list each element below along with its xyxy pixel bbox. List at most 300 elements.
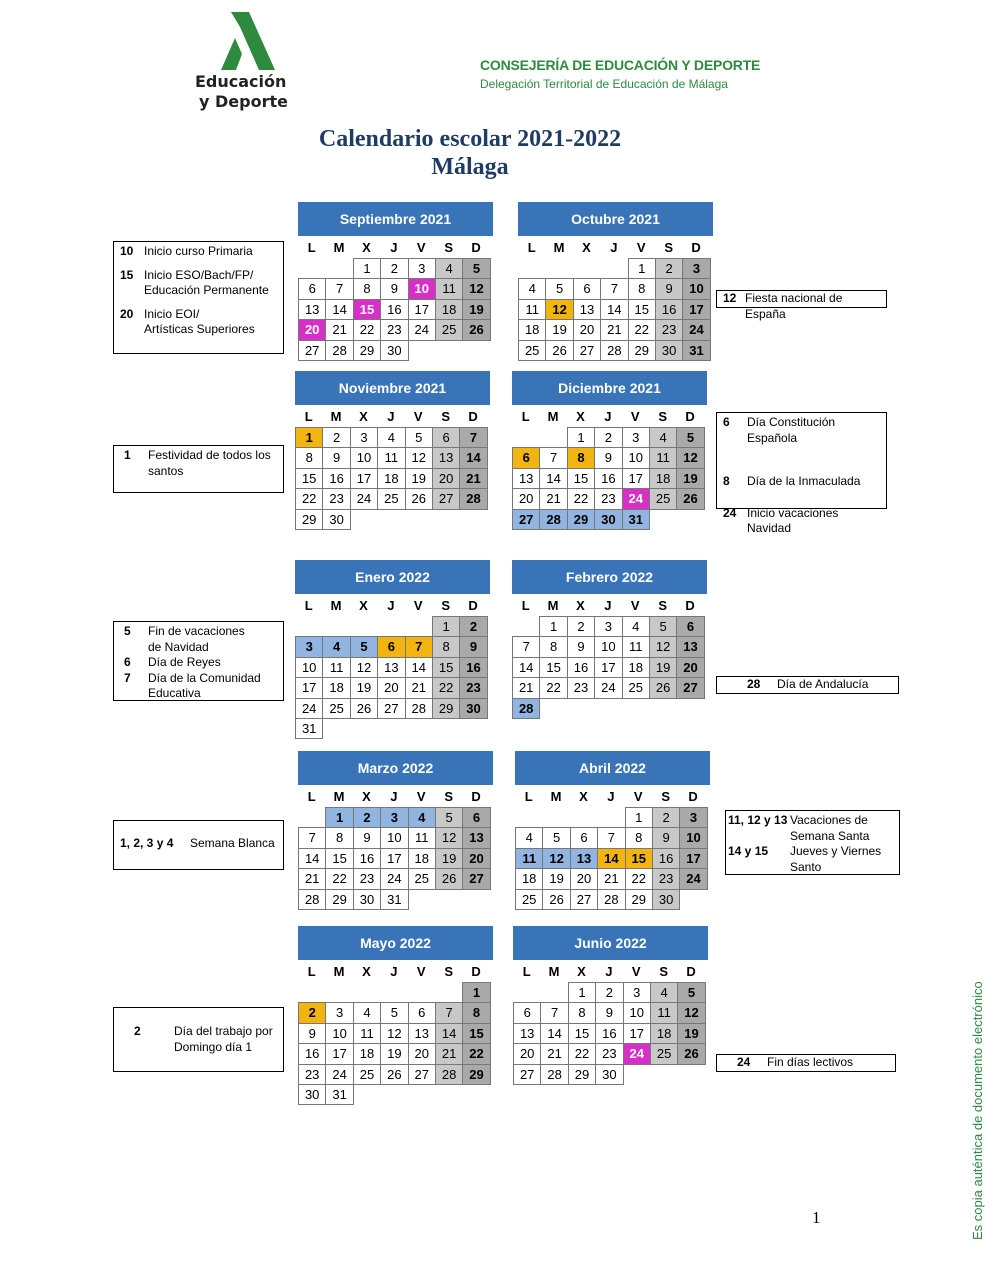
legend-date — [134, 1040, 174, 1056]
day-cell: 16 — [655, 299, 683, 320]
day-cell: 6 — [298, 278, 326, 299]
weekday-label: L — [521, 598, 530, 613]
weekday-label: D — [691, 240, 701, 255]
day-cell: 29 — [432, 698, 460, 719]
junta-logo — [195, 10, 295, 112]
day-cell: 27 — [377, 698, 405, 719]
empty-cell — [408, 982, 435, 1002]
weekday-label: V — [633, 789, 643, 804]
day-cell: 21 — [597, 868, 625, 889]
legend-item — [723, 506, 880, 537]
day-cell: 13 — [513, 1023, 541, 1044]
title-line-2: Málaga — [431, 154, 509, 180]
day-cell: 24 — [622, 488, 650, 509]
weekday-label: J — [387, 409, 395, 424]
day-cell: 21 — [539, 488, 567, 509]
day-cell: 6 — [676, 616, 704, 637]
legend-date: 24 — [723, 505, 737, 520]
legend-item — [124, 624, 277, 640]
legend-text: Semana Blanca — [190, 836, 275, 850]
day-cell: 26 — [350, 698, 378, 719]
day-cell: 11 — [622, 636, 650, 657]
legend-text: Festividad de todos los — [148, 448, 271, 462]
month-mar — [298, 751, 493, 909]
month-title: Marzo 2022 — [298, 751, 493, 785]
day-cell: 2 — [655, 258, 683, 279]
day-cell: 11 — [322, 657, 350, 678]
legend-item — [120, 322, 277, 338]
day-cell: 14 — [298, 848, 326, 869]
day-cell: 2 — [594, 427, 622, 448]
day-cell: 25 — [353, 1064, 381, 1085]
day-cell: 13 — [570, 848, 598, 869]
department-sub: Delegación Territorial de Educación de Málaga — [480, 77, 728, 91]
empty-cell — [512, 427, 539, 447]
page-number: 1 — [812, 1208, 821, 1227]
day-cell: 25 — [649, 488, 677, 509]
day-cell: 29 — [462, 1064, 490, 1085]
day-cell: 11 — [353, 1023, 381, 1044]
legend-text: Día de Reyes — [148, 655, 221, 669]
day-cell: 30 — [380, 340, 408, 361]
empty-cell — [295, 616, 322, 636]
weekday-label: J — [387, 598, 395, 613]
weekday-label: L — [304, 409, 313, 424]
day-cell: 2 — [595, 982, 623, 1003]
legend-text: de Navidad — [148, 639, 209, 654]
legend-item — [728, 860, 893, 876]
day-cell: 9 — [459, 636, 487, 657]
legend-date — [728, 860, 790, 876]
day-cell: 4 — [322, 636, 350, 657]
legend-date: 20 — [120, 306, 134, 321]
legend-date: 8 — [723, 474, 730, 488]
empty-cell — [597, 807, 624, 827]
day-cell: 27 — [462, 868, 490, 889]
weekday-label: J — [390, 789, 398, 804]
day-cell: 30 — [298, 1084, 326, 1105]
legend-date — [124, 686, 148, 702]
day-cell: 2 — [298, 1002, 326, 1023]
legend-item — [124, 655, 277, 671]
day-cell: 6 — [570, 827, 598, 848]
day-cell: 4 — [649, 427, 677, 448]
month-feb — [512, 560, 707, 718]
weekday-label: V — [630, 409, 640, 424]
day-cell: 10 — [594, 636, 622, 657]
day-cell: 26 — [405, 488, 433, 509]
day-cell: 23 — [353, 868, 381, 889]
weekday-label: X — [577, 964, 586, 979]
day-cell: 22 — [325, 868, 353, 889]
day-cell: 13 — [676, 636, 704, 657]
weekday-label: V — [413, 598, 423, 613]
empty-cell — [573, 258, 600, 278]
day-cell: 6 — [377, 636, 405, 657]
day-cell: 12 — [350, 657, 378, 678]
day-cell: 1 — [295, 427, 323, 448]
legend-item — [120, 268, 277, 284]
legend-date: 6 — [124, 655, 131, 669]
day-cell: 9 — [567, 636, 595, 657]
day-cell: 20 — [513, 1043, 541, 1064]
day-cell: 7 — [512, 636, 540, 657]
weekday-label: S — [441, 598, 450, 613]
junta-logo-icon — [205, 10, 277, 72]
day-cell: 22 — [625, 868, 653, 889]
day-cell: 26 — [462, 319, 490, 340]
day-cell: 11 — [650, 1002, 678, 1023]
legend-text: Día de la Comunidad — [148, 670, 261, 685]
day-cell: 28 — [459, 488, 487, 509]
day-cell: 19 — [542, 868, 570, 889]
day-cell: 18 — [353, 1043, 381, 1064]
legend-text: Día del trabajo por — [174, 1024, 273, 1038]
day-cell: 28 — [540, 1064, 568, 1085]
day-cell: 22 — [628, 319, 656, 340]
day-cell: 2 — [652, 807, 680, 828]
day-cell: 7 — [597, 827, 625, 848]
day-cell: 2 — [567, 616, 595, 637]
day-cell: 16 — [380, 299, 408, 320]
day-cell: 16 — [459, 657, 487, 678]
day-cell: 23 — [322, 488, 350, 509]
day-cell: 28 — [512, 698, 540, 719]
day-cell: 9 — [298, 1023, 326, 1044]
weekday-label: L — [307, 964, 316, 979]
day-cell: 1 — [628, 258, 656, 279]
day-cell: 9 — [655, 278, 683, 299]
day-cell: 4 — [353, 1002, 381, 1023]
day-cell: 29 — [353, 340, 381, 361]
day-cell: 3 — [295, 636, 323, 657]
day-cell: 28 — [600, 340, 628, 361]
empty-cell — [570, 807, 597, 827]
legend-item — [124, 640, 277, 656]
day-cell: 20 — [298, 319, 326, 340]
legend-ene — [113, 621, 284, 701]
day-cell: 9 — [380, 278, 408, 299]
day-cell: 1 — [462, 982, 490, 1003]
day-cell: 18 — [518, 319, 546, 340]
day-cell: 9 — [595, 1002, 623, 1023]
legend-text: Inicio vacaciones Navidad — [747, 505, 839, 535]
weekday-label: L — [521, 409, 530, 424]
day-cell: 27 — [513, 1064, 541, 1085]
day-cell: 1 — [432, 616, 460, 637]
day-cell: 12 — [649, 636, 677, 657]
day-cell: 17 — [679, 848, 707, 869]
day-cell: 27 — [432, 488, 460, 509]
weekday-label: D — [685, 409, 695, 424]
day-cell: 25 — [408, 868, 436, 889]
day-cell: 19 — [462, 299, 490, 320]
day-cell: 18 — [622, 657, 650, 678]
day-cell: 16 — [652, 848, 680, 869]
day-cell: 10 — [623, 1002, 651, 1023]
day-cell: 17 — [682, 299, 710, 320]
day-cell: 5 — [649, 616, 677, 637]
day-cell: 25 — [518, 340, 546, 361]
empty-cell — [325, 258, 352, 278]
day-cell: 12 — [405, 447, 433, 468]
legend-date: 24 — [737, 1055, 751, 1069]
weekday-label: V — [416, 240, 426, 255]
weekday-label: L — [524, 789, 533, 804]
weekday-label: X — [359, 598, 368, 613]
day-cell: 27 — [298, 340, 326, 361]
day-cell: 3 — [679, 807, 707, 828]
legend-item — [737, 1055, 889, 1071]
empty-cell — [353, 982, 380, 1002]
legend-item — [124, 448, 277, 464]
day-cell: 12 — [545, 299, 573, 320]
weekday-label: M — [333, 240, 345, 255]
day-cell: 17 — [594, 657, 622, 678]
legend-date: 5 — [124, 624, 131, 638]
day-cell: 19 — [405, 468, 433, 489]
day-cell: 19 — [676, 468, 704, 489]
day-cell: 19 — [545, 319, 573, 340]
day-cell: 11 — [515, 848, 543, 869]
day-cell: 16 — [594, 468, 622, 489]
month-title: Septiembre 2021 — [298, 202, 493, 236]
day-cell: 20 — [408, 1043, 436, 1064]
day-cell: 22 — [432, 677, 460, 698]
day-cell: 31 — [622, 509, 650, 530]
empty-cell — [322, 616, 349, 636]
day-cell: 1 — [353, 258, 381, 279]
day-cell: 3 — [325, 1002, 353, 1023]
day-cell: 3 — [350, 427, 378, 448]
day-cell: 21 — [600, 319, 628, 340]
legend-feb — [716, 676, 899, 694]
weekday-label: L — [522, 964, 531, 979]
day-cell: 29 — [625, 889, 653, 910]
legend-text: Semana Santa — [790, 828, 870, 843]
day-cell: 5 — [542, 827, 570, 848]
weekday-label: X — [362, 789, 371, 804]
day-cell: 7 — [540, 1002, 568, 1023]
day-cell: 18 — [408, 848, 436, 869]
day-cell: 9 — [322, 447, 350, 468]
day-cell: 13 — [298, 299, 326, 320]
day-cell: 28 — [435, 1064, 463, 1085]
day-cell: 21 — [298, 868, 326, 889]
day-cell: 15 — [432, 657, 460, 678]
day-cell: 1 — [539, 616, 567, 637]
day-cell: 29 — [295, 509, 323, 530]
day-cell: 8 — [628, 278, 656, 299]
weekday-label: J — [390, 964, 398, 979]
empty-cell — [325, 982, 352, 1002]
legend-item — [134, 1040, 277, 1056]
weekday-label: D — [468, 598, 478, 613]
weekday-label: J — [390, 240, 398, 255]
legend-date: 7 — [124, 670, 131, 685]
month-jun — [513, 926, 708, 1084]
month-ene — [295, 560, 490, 738]
day-cell: 14 — [325, 299, 353, 320]
day-cell: 22 — [568, 1043, 596, 1064]
legend-item — [723, 474, 880, 490]
day-cell: 16 — [322, 468, 350, 489]
legend-item — [723, 291, 880, 322]
day-cell: 4 — [408, 807, 436, 828]
day-cell: 17 — [350, 468, 378, 489]
legend-dic — [716, 412, 887, 535]
weekday-label: D — [685, 598, 695, 613]
empty-cell — [435, 982, 462, 1002]
day-cell: 17 — [408, 299, 436, 320]
month-abr — [515, 751, 710, 909]
day-cell: 18 — [377, 468, 405, 489]
day-cell: 8 — [295, 447, 323, 468]
day-cell: 7 — [325, 278, 353, 299]
day-cell: 6 — [512, 447, 540, 468]
day-cell: 23 — [567, 677, 595, 698]
day-cell: 19 — [435, 848, 463, 869]
day-cell: 24 — [295, 698, 323, 719]
legend-item — [728, 844, 893, 860]
day-cell: 25 — [650, 1043, 678, 1064]
empty-cell — [298, 982, 325, 1002]
day-cell: 9 — [594, 447, 622, 468]
empty-cell — [540, 982, 567, 1002]
empty-cell — [518, 258, 545, 278]
day-cell: 8 — [568, 1002, 596, 1023]
empty-cell — [515, 807, 542, 827]
legend-text: Inicio curso Primaria — [144, 244, 253, 258]
legend-text: Fiesta nacional de España — [745, 291, 843, 321]
day-cell: 14 — [405, 657, 433, 678]
day-cell: 28 — [539, 509, 567, 530]
day-cell: 16 — [353, 848, 381, 869]
weekday-label: M — [550, 789, 562, 804]
legend-date: 1, 2, 3 y 4 — [120, 836, 174, 850]
day-cell: 7 — [539, 447, 567, 468]
day-cell: 2 — [459, 616, 487, 637]
legend-item — [728, 829, 893, 845]
legend-item — [728, 813, 893, 829]
day-cell: 12 — [435, 827, 463, 848]
day-cell: 27 — [573, 340, 601, 361]
day-cell: 8 — [462, 1002, 490, 1023]
legend-text: Artísticas Superiores — [144, 322, 255, 336]
day-cell: 21 — [540, 1043, 568, 1064]
day-cell: 3 — [623, 982, 651, 1003]
weekday-label: S — [661, 789, 670, 804]
legend-text: Fin días lectivos — [767, 1055, 854, 1069]
page-title — [0, 125, 940, 181]
day-cell: 27 — [676, 677, 704, 698]
day-cell: 31 — [295, 718, 323, 739]
weekday-label: L — [527, 240, 536, 255]
day-cell: 18 — [322, 677, 350, 698]
weekday-label: D — [688, 789, 698, 804]
legend-date: 10 — [120, 244, 134, 258]
month-dic — [512, 371, 707, 529]
day-cell: 24 — [350, 488, 378, 509]
day-cell: 22 — [462, 1043, 490, 1064]
day-cell: 25 — [322, 698, 350, 719]
weekday-label: S — [658, 598, 667, 613]
day-cell: 15 — [295, 468, 323, 489]
day-cell: 14 — [600, 299, 628, 320]
day-cell: 23 — [652, 868, 680, 889]
day-cell: 20 — [432, 468, 460, 489]
day-cell: 12 — [462, 278, 490, 299]
day-cell: 30 — [459, 698, 487, 719]
day-cell: 12 — [676, 447, 704, 468]
day-cell: 1 — [325, 807, 353, 828]
legend-text: Día de Andalucía — [777, 677, 869, 691]
weekday-label: M — [330, 409, 342, 424]
day-cell: 23 — [298, 1064, 326, 1085]
day-cell: 27 — [408, 1064, 436, 1085]
month-title: Noviembre 2021 — [295, 371, 490, 405]
day-cell: 13 — [432, 447, 460, 468]
day-cell: 22 — [567, 488, 595, 509]
legend-date — [728, 829, 790, 845]
day-cell: 12 — [380, 1023, 408, 1044]
weekday-label: X — [359, 409, 368, 424]
weekday-label: J — [607, 789, 615, 804]
legend-text: santos — [148, 463, 184, 478]
day-cell: 5 — [380, 1002, 408, 1023]
day-cell: 14 — [459, 447, 487, 468]
empty-cell — [405, 616, 432, 636]
legend-text: Vacaciones de — [790, 813, 868, 827]
weekday-label: M — [330, 598, 342, 613]
month-oct — [518, 202, 713, 360]
day-cell: 30 — [353, 889, 381, 910]
day-cell: 30 — [655, 340, 683, 361]
month-title: Enero 2022 — [295, 560, 490, 594]
day-cell: 14 — [540, 1023, 568, 1044]
day-cell: 24 — [623, 1043, 651, 1064]
legend-item — [124, 464, 277, 480]
legend-text: Jueves y Viernes — [790, 844, 882, 858]
month-sep — [298, 202, 493, 360]
day-cell: 8 — [625, 827, 653, 848]
day-cell: 22 — [295, 488, 323, 509]
day-cell: 8 — [539, 636, 567, 657]
month-title: Febrero 2022 — [512, 560, 707, 594]
legend-oct — [716, 290, 887, 321]
day-cell: 19 — [677, 1023, 705, 1044]
day-cell: 10 — [295, 657, 323, 678]
day-cell: 5 — [405, 427, 433, 448]
month-may — [298, 926, 493, 1104]
legend-sep — [113, 241, 284, 354]
day-cell: 11 — [377, 447, 405, 468]
day-cell: 25 — [377, 488, 405, 509]
day-cell: 17 — [325, 1043, 353, 1064]
weekday-label: D — [471, 240, 481, 255]
weekday-label: S — [659, 964, 668, 979]
day-cell: 21 — [405, 677, 433, 698]
day-cell: 7 — [405, 636, 433, 657]
day-cell: 10 — [622, 447, 650, 468]
day-cell: 4 — [622, 616, 650, 637]
weekday-label: S — [444, 240, 453, 255]
weekday-label: V — [416, 964, 426, 979]
day-cell: 11 — [435, 278, 463, 299]
empty-cell — [377, 616, 404, 636]
day-cell: 20 — [573, 319, 601, 340]
day-cell: 8 — [325, 827, 353, 848]
